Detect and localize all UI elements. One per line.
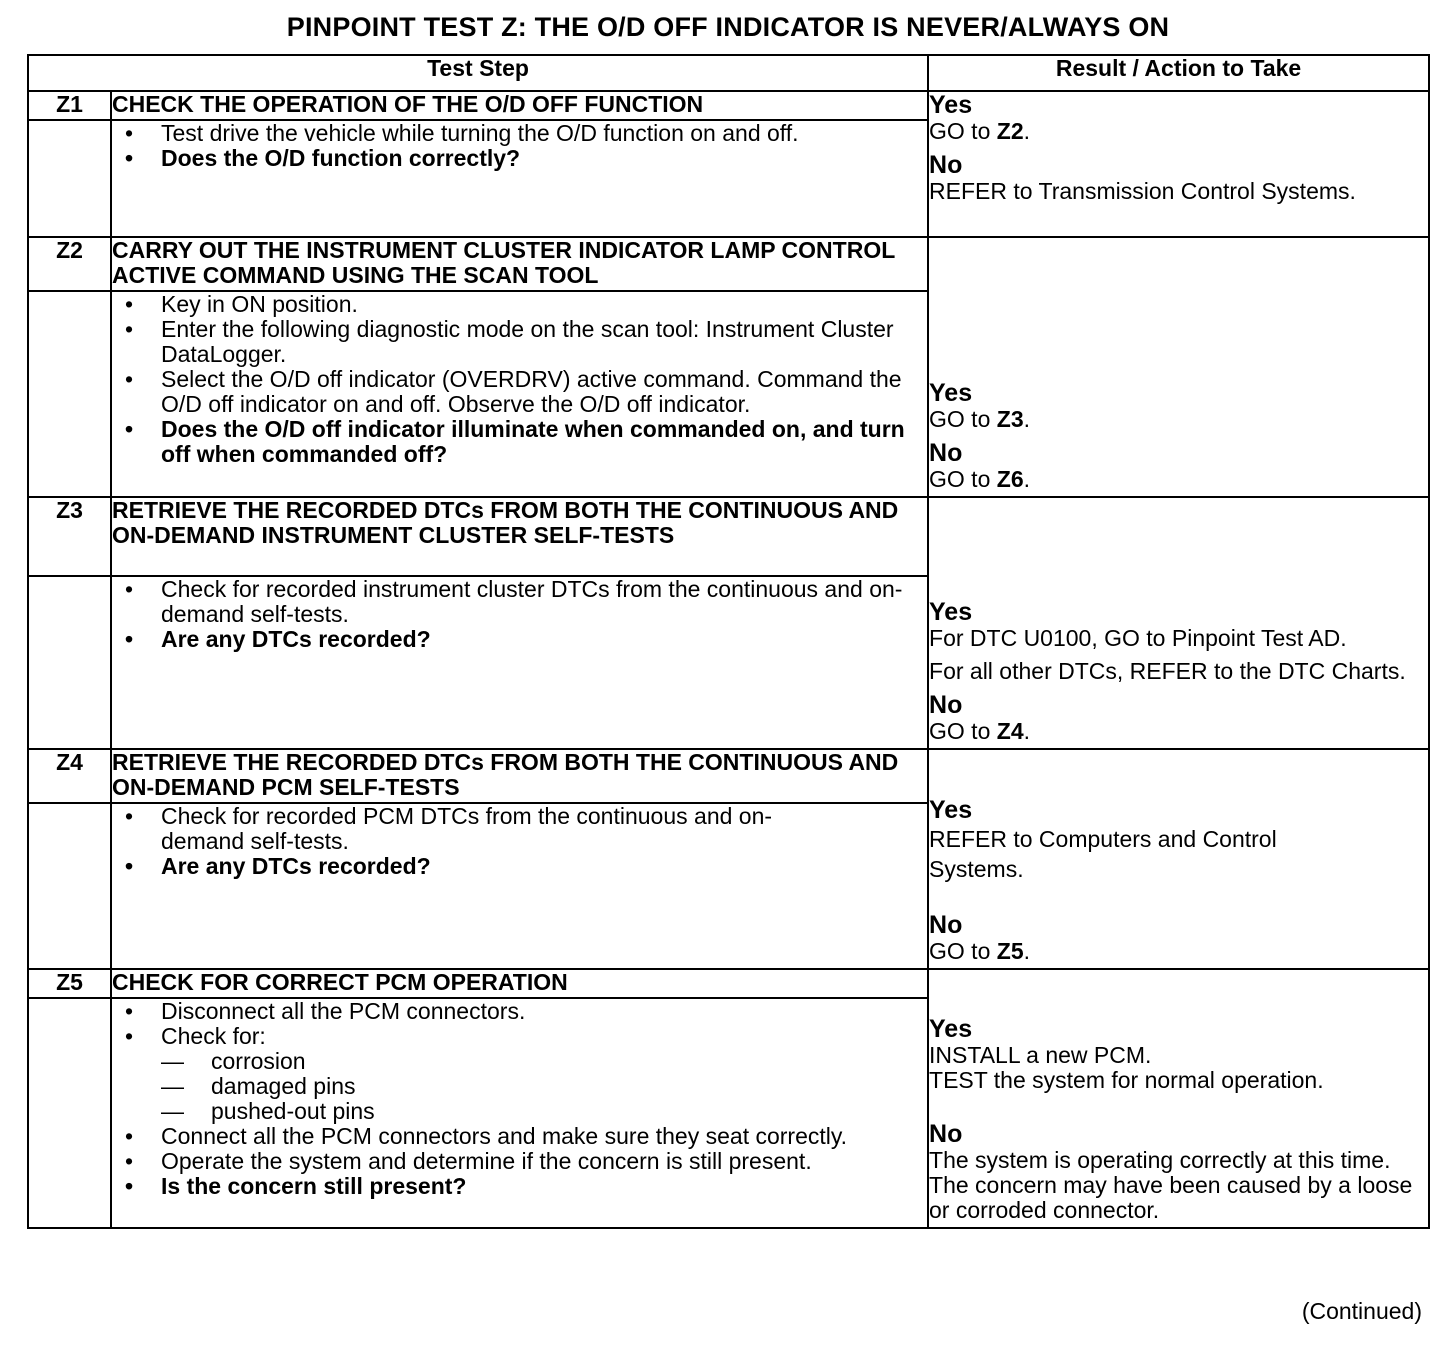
no-action: GO to Z6. — [929, 466, 1030, 492]
no-action: GO to Z5. — [929, 938, 1030, 964]
no-action: GO to Z4. — [929, 718, 1030, 744]
yes-label: Yes — [929, 91, 973, 119]
step-z3-title-row — [28, 497, 1429, 576]
step-item: • Check for recorded PCM DTCs from the continuous and on-demand self-tests. — [112, 804, 817, 854]
goto-ref: Z3 — [996, 406, 1024, 432]
goto-ref: Z4 — [996, 718, 1024, 744]
result-cell — [928, 91, 1429, 237]
goto-ref: Z6 — [996, 466, 1024, 492]
step-z2-title-row — [28, 237, 1429, 291]
yes-label: Yes — [929, 1015, 973, 1043]
step-item: • Check for: — corrosion — damaged pins — pushed-out pins — [112, 1024, 927, 1124]
yes-action: For all other DTCs, REFER to the DTC Charts. — [929, 658, 1406, 684]
step-question: • Does the O/D function correctly? — [112, 146, 927, 171]
step-item: • Key in ON position. — [112, 292, 927, 317]
yes-action: INSTALL a new PCM. — [929, 1042, 1152, 1068]
step-title: CHECK FOR CORRECT PCM OPERATION — [111, 969, 928, 998]
step-item: • Select the O/D off indicator (OVERDRV) active command. Command the O/D off indicator on and off. Observe the O/D off indicator. — [112, 367, 927, 417]
result-cell — [928, 497, 1429, 749]
sub-item: — pushed-out pins — [161, 1099, 927, 1124]
step-question: • Are any DTCs recorded? — [112, 627, 927, 652]
step-body — [111, 998, 928, 1228]
test-step-header: Test Step — [28, 55, 928, 91]
step-z5-title-row — [28, 969, 1429, 998]
no-action: The system is operating correctly at this time. The concern may have been caused by a loose or corroded connector. — [929, 1147, 1413, 1223]
no-label: No — [929, 911, 963, 939]
no-action: REFER to Transmission Control Systems. — [929, 178, 1356, 204]
step-item: • Enter the following diagnostic mode on the scan tool: Instrument Cluster DataLogger. — [112, 317, 927, 367]
sub-item: — damaged pins — [161, 1074, 927, 1099]
yes-action: REFER to Computers and Control Systems. — [929, 826, 1277, 882]
step-item: • Check for recorded instrument cluster DTCs from the continuous and on-demand self-tests. — [112, 577, 927, 627]
step-id: Z4 — [28, 749, 111, 803]
step-item: • Test drive the vehicle while turning the O/D function on and off. — [112, 121, 927, 146]
yes-action: GO to Z3. — [929, 406, 1030, 432]
sub-item: — corrosion — [161, 1049, 927, 1074]
step-body — [111, 291, 928, 497]
no-label: No — [929, 691, 963, 719]
step-id: Z1 — [28, 91, 111, 120]
step-question: • Is the concern still present? — [112, 1174, 927, 1199]
step-id: Z2 — [28, 237, 111, 291]
result-cell — [928, 969, 1429, 1228]
yes-action: GO to Z2. — [929, 118, 1030, 144]
goto-ref: Z2 — [996, 118, 1024, 144]
step-item: • Disconnect all the PCM connectors. — [112, 999, 927, 1024]
header-row — [28, 55, 1429, 91]
goto-ref: Z5 — [996, 938, 1024, 964]
step-z1-title-row — [28, 91, 1429, 120]
yes-label: Yes — [929, 796, 973, 824]
result-cell — [928, 237, 1429, 497]
step-body — [111, 803, 928, 969]
step-title: RETRIEVE THE RECORDED DTCs FROM BOTH THE CONTINUOUS AND ON-DEMAND PCM SELF-TESTS — [111, 749, 928, 803]
continued-label: (Continued) — [1301, 1298, 1422, 1324]
step-title: RETRIEVE THE RECORDED DTCs FROM BOTH THE CONTINUOUS AND ON-DEMAND INSTRUMENT CLUSTER SELF-TESTS — [111, 497, 928, 576]
step-title: CHECK THE OPERATION OF THE O/D OFF FUNCTION — [111, 91, 928, 120]
step-item: • Connect all the PCM connectors and make sure they seat correctly. — [112, 1124, 927, 1149]
no-label: No — [929, 439, 963, 467]
step-item: • Operate the system and determine if the concern is still present. — [112, 1149, 927, 1174]
step-id: Z3 — [28, 497, 111, 576]
result-cell — [928, 749, 1429, 969]
yes-label: Yes — [929, 598, 973, 626]
step-z4-title-row — [28, 749, 1429, 803]
step-body — [111, 576, 928, 749]
yes-action: TEST the system for normal operation. — [929, 1067, 1324, 1093]
step-body — [111, 120, 928, 237]
step-question: • Does the O/D off indicator illuminate when commanded on, and turn off when commanded off? — [112, 417, 927, 467]
no-label: No — [929, 151, 963, 179]
yes-action: For DTC U0100, GO to Pinpoint Test AD. — [929, 625, 1347, 651]
step-id: Z5 — [28, 969, 111, 998]
no-label: No — [929, 1120, 963, 1148]
step-title: CARRY OUT THE INSTRUMENT CLUSTER INDICATOR LAMP CONTROL ACTIVE COMMAND USING THE SCAN TOOL — [111, 237, 928, 291]
page-title: PINPOINT TEST Z: THE O/D OFF INDICATOR IS NEVER/ALWAYS ON — [286, 12, 1170, 42]
pinpoint-test-table — [27, 54, 1430, 1229]
yes-label: Yes — [929, 379, 973, 407]
step-question: • Are any DTCs recorded? — [112, 854, 817, 879]
result-header: Result / Action to Take — [928, 55, 1429, 91]
